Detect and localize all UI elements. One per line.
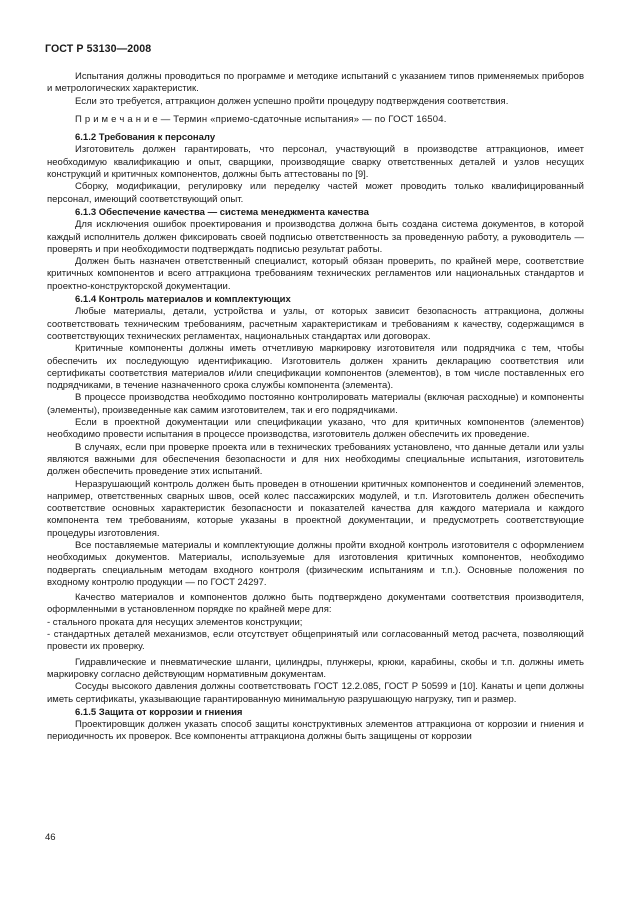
section-heading: 6.1.3 Обеспечение качества — система менеджмента качества [75,206,369,218]
paragraph: Должен быть назначен ответственный специалист, который обязан проверить, по крайней мере, соответствие критичных компонентов и всего аттракциона требованиям технических регламентов или национальных стандартов и проектно-конструкторской документации. [47,256,584,292]
section-heading: 6.1.4 Контроль материалов и комплектующих [75,294,291,306]
paragraph: Сборку, модификации, регулировку или переделку частей может проводить только квалифицированный персонал, имеющий соответствующий опыт. [47,181,584,205]
paragraph: Для исключения ошибок проектирования и производства должна быть создана система документов, в которой каждый исполнитель должен фиксировать своей подписью ответственность за проведенную работу, а руководитель — проверять и при необходимости подтверждать подписью результат работы. [47,219,584,255]
paragraph: Неразрушающий контроль должен быть проведен в отношении критичных компонентов и соединений элементов, например, ответственных сварных швов, осей колес пассажирских модулей, и т.п. Изготовитель должен обеспечить соответствие основных характеристик безопасности и показателей качества для каждого материала и каждого компонента тем требованиям, которые указаны в проектной документации, и предусмотреть соответствующие процедуры изготовления. [47,478,584,539]
paragraph: Качество материалов и компонентов должно быть подтверждено документами соответствия производителя, оформленными в установленном порядке по крайней мере для: [47,592,584,616]
paragraph: Проектировщик должен указать способ защиты конструктивных элементов аттракциона от коррозии и гниения и периодичность их проверок. Все компоненты аттракциона должны быть защищены от коррозии [47,719,584,743]
paragraph: Если в проектной документации или спецификации указано, что для критичных компонентов (элементов) необходимо провести испытания в процессе производства, изготовитель должен обеспечить их проведение. [47,417,584,441]
section-heading: 6.1.5 Защита от коррозии и гниения [75,706,243,718]
paragraph: Испытания должны проводиться по программе и методике испытаний с указанием типов применяемых приборов и метрологических характеристик. [47,71,584,95]
paragraph: Любые материалы, детали, устройства и узлы, от которых зависит безопасность аттракциона, должны соответствовать техническим требованиям, расчетным характеристикам и требованиям к качеству, содержащимся в соответствующих технических регламентах, национальных стандартах или договорах. [47,306,584,342]
document-header: ГОСТ Р 53130—2008 [45,43,152,55]
paragraph: Гидравлические и пневматические шланги, цилиндры, плунжеры, крюки, карабины, скобы и т.п. должны иметь маркировку согласно действующим нормативным документам. [47,656,584,680]
list-item: - стандартных деталей механизмов, если отсутствует общепринятый или согласованный метод расчета, позволяющий провести их проверку. [47,629,584,653]
paragraph: Критичные компоненты должны иметь отчетливую маркировку изготовителя или подрядчика с тем, чтобы обеспечить их последующую идентификацию. Изготовитель должен хранить декларацию соответствия или сертификаты соответствия материалов и/или спецификации компонентов (элементов), в том числе поставленных его подрядчиками, в течение назначенного срока службы компонента (элемента). [47,343,584,392]
paragraph: В случаях, если при проверке проекта или в технических требованиях установлено, что данные детали или узлы являются важными для обеспечения безопасности и для них необходимы специальные испытания, изготовитель должен обеспечить проведение этих испытаний. [47,441,584,478]
document-body [47,71,584,744]
note-paragraph: П р и м е ч а н и е — Термин «приемо-сдаточные испытания» — по ГОСТ 16504. [75,113,447,125]
paragraph: В процессе производства необходимо постоянно контролировать материалы (включая расходные) и компоненты (элементы), произведенные как самим изготовителем, так и его подрядчиками. [47,392,584,416]
list-item: - стального проката для несущих элементов конструкции; [47,616,303,628]
paragraph: Изготовитель должен гарантировать, что персонал, участвующий в производстве аттракционов, имеет необходимую квалификацию и опыт, сварщики, производящие сварку ответственных деталей и узлов несущих конструкций и критичных компонентов, должны быть аттестованы по [9]. [47,144,584,181]
section-heading: 6.1.2 Требования к персоналу [75,132,216,144]
paragraph: Все поставляемые материалы и комплектующие должны пройти входной контроль изготовителя с оформлением необходимых документов. Материалы, используемые для изготовления критичных компонентов, необходимо подвергать специальным методам входного контроля (физическим испытаниям и т.п.). Основные положения по входному контролю продукции — по ГОСТ 24297. [47,539,584,588]
paragraph: Если это требуется, аттракцион должен успешно пройти процедуру подтверждения соответствия. [75,95,509,107]
page-number: 46 [45,832,56,843]
paragraph: Сосуды высокого давления должны соответствовать ГОСТ 12.2.085, ГОСТ Р 50599 и [10]. Канаты и цепи должны иметь сертификаты, указывающие гарантированную минимальную разрушающую нагрузку, тип и размер. [47,681,584,705]
